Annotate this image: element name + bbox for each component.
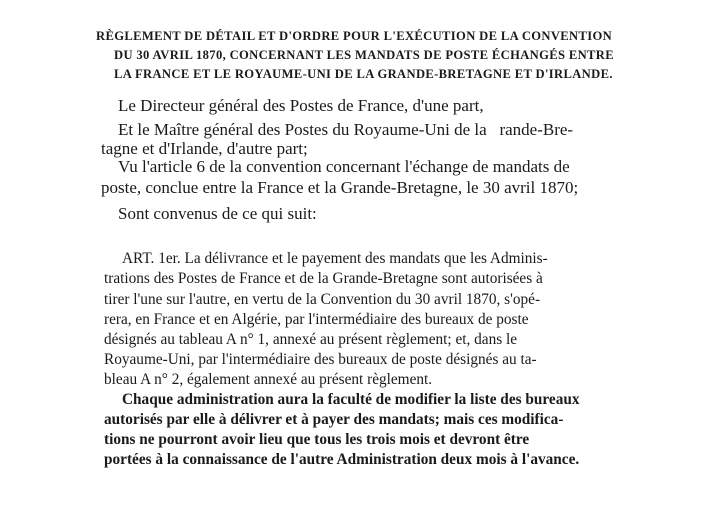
preamble-line-6: Sont convenus de ce qui suit: — [118, 204, 317, 223]
article1-para2-line-2: autorisés par elle à délivrer et à payer des mandats; mais ces modifica- — [104, 411, 564, 428]
article1-line-2: trations des Postes de France et de la Grande-Bretagne sont autorisées à — [104, 270, 543, 287]
article1-para2-line-1: Chaque administration aura la faculté de modifier la liste des bureaux — [122, 391, 580, 408]
article1-line-7: bleau A n° 2, également annexé au présent règlement. — [104, 371, 433, 388]
preamble-line-1: Le Directeur général des Postes de France, d'une part, — [118, 96, 484, 115]
preamble-line-4: Vu l'article 6 de la convention concernant l'échange de mandats de — [118, 157, 570, 176]
article1-line-6: Royaume-Uni, par l'intermédiaire des bureaux de poste désignés au ta- — [104, 351, 537, 368]
title-line-1: RÈGLEMENT DE DÉTAIL ET D'ORDRE POUR L'EXÉCUTION DE LA CONVENTION — [96, 29, 613, 43]
article1-para2-line-3: tions ne pourront avoir lieu que tous les trois mois et devront être — [104, 431, 530, 448]
article1-line-3: tirer l'une sur l'autre, en vertu de la Convention du 30 avril 1870, s'opé- — [104, 291, 541, 308]
preamble-line-3: tagne et d'Irlande, d'autre part; — [101, 139, 308, 158]
article1-line-4: rera, en France et en Algérie, par l'intermédiaire des bureaux de poste — [104, 311, 529, 328]
article1-line-5: désignés au tableau A n° 1, annexé au présent règlement; et, dans le — [104, 331, 518, 348]
title-line-2: DU 30 AVRIL 1870, CONCERNANT LES MANDATS DE POSTE ÉCHANGÉS ENTRE — [114, 48, 615, 62]
article1-line-1: ART. 1er. La délivrance et le payement des mandats que les Adminis- — [122, 250, 548, 267]
preamble-line-5: poste, conclue entre la France et la Grande-Bretagne, le 30 avril 1870; — [101, 178, 579, 197]
preamble-line-2: Et le Maître général des Postes du Royaume-Uni de la rande-Bre- — [118, 120, 574, 139]
article1-para2-line-4: portées à la connaissance de l'autre Administration deux mois à l'avance. — [104, 451, 580, 468]
title-line-3: LA FRANCE ET LE ROYAUME-UNI DE LA GRANDE-BRETAGNE ET D'IRLANDE. — [114, 67, 613, 81]
